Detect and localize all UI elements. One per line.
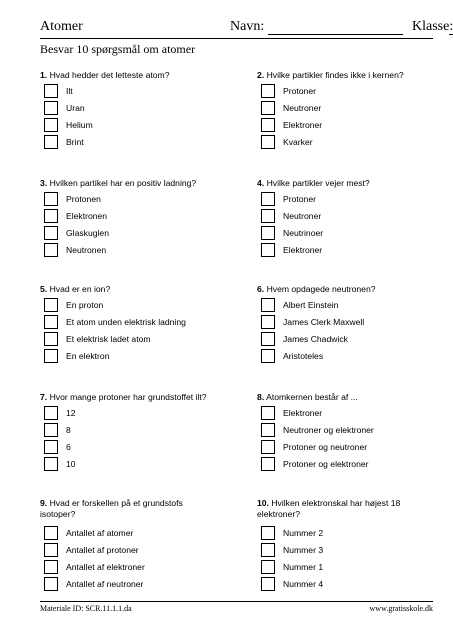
- answer-option[interactable]: Uran: [44, 101, 214, 115]
- question-text: 2. Hvilke partikler findes ikke i kernen?: [257, 70, 404, 80]
- answer-checkbox[interactable]: [44, 349, 58, 363]
- answer-option[interactable]: Glaskuglen: [44, 226, 214, 240]
- question-text: 5. Hvad er en ion?: [40, 284, 111, 294]
- answer-option[interactable]: Neutroner: [261, 101, 431, 115]
- worksheet-title: Atomer: [40, 19, 83, 34]
- question-5: [40, 284, 215, 361]
- answer-option[interactable]: Elektronen: [44, 209, 214, 223]
- answer-option[interactable]: James Clerk Maxwell: [261, 315, 431, 329]
- class-label: Klasse:: [412, 19, 453, 34]
- question-3: [40, 178, 215, 255]
- question-text: 10. Hvilken elektronskal har højest 18 elektroner?: [257, 498, 401, 519]
- answer-checkbox[interactable]: [261, 332, 275, 346]
- answer-checkbox[interactable]: [261, 315, 275, 329]
- answer-option[interactable]: Albert Einstein: [261, 298, 431, 312]
- answer-checkbox[interactable]: [44, 84, 58, 98]
- answer-option[interactable]: James Chadwick: [261, 332, 431, 346]
- question-2: [257, 70, 432, 147]
- header-divider: [40, 38, 433, 39]
- answer-option[interactable]: Neutroner og elektroner: [261, 423, 431, 437]
- answer-checkbox[interactable]: [261, 440, 275, 454]
- answer-checkbox[interactable]: [44, 192, 58, 206]
- answer-option[interactable]: Kvarker: [261, 135, 431, 149]
- answer-option[interactable]: En elektron: [44, 349, 214, 363]
- answer-checkbox[interactable]: [44, 298, 58, 312]
- answer-checkbox[interactable]: [261, 118, 275, 132]
- answer-option[interactable]: Nummer 3: [261, 543, 431, 557]
- answer-option[interactable]: Aristoteles: [261, 349, 431, 363]
- question-text: 7. Hvor mange protoner har grundstoffet ilt?: [40, 392, 207, 402]
- answer-checkbox[interactable]: [261, 226, 275, 240]
- answer-option[interactable]: Ilt: [44, 84, 214, 98]
- answer-option[interactable]: 6: [44, 440, 214, 454]
- answer-option[interactable]: 12: [44, 406, 214, 420]
- answer-checkbox[interactable]: [261, 349, 275, 363]
- answer-checkbox[interactable]: [44, 101, 58, 115]
- answer-option[interactable]: Nummer 2: [261, 526, 431, 540]
- answer-checkbox[interactable]: [261, 135, 275, 149]
- answer-option[interactable]: Nummer 1: [261, 560, 431, 574]
- question-1: [40, 70, 215, 147]
- answer-checkbox[interactable]: [261, 423, 275, 437]
- answer-option[interactable]: Protoner: [261, 84, 431, 98]
- answer-checkbox[interactable]: [261, 101, 275, 115]
- answer-option[interactable]: En proton: [44, 298, 214, 312]
- answer-option[interactable]: Et elektrisk ladet atom: [44, 332, 214, 346]
- answer-option[interactable]: Protonen: [44, 192, 214, 206]
- website-link[interactable]: www.gratisskole.dk: [369, 604, 433, 613]
- answer-option[interactable]: 8: [44, 423, 214, 437]
- answer-checkbox[interactable]: [44, 423, 58, 437]
- answer-checkbox[interactable]: [44, 543, 58, 557]
- answer-option[interactable]: Brint: [44, 135, 214, 149]
- answer-checkbox[interactable]: [44, 577, 58, 591]
- question-9: [40, 498, 208, 589]
- question-text: 1. Hvad hedder det letteste atom?: [40, 70, 170, 80]
- answer-checkbox[interactable]: [261, 243, 275, 257]
- answer-checkbox[interactable]: [44, 457, 58, 471]
- answer-option[interactable]: Et atom unden elektrisk ladning: [44, 315, 214, 329]
- answer-checkbox[interactable]: [261, 526, 275, 540]
- question-text: 3. Hvilken partikel har en positiv ladning?: [40, 178, 197, 188]
- answer-checkbox[interactable]: [44, 315, 58, 329]
- answer-option[interactable]: Antallet af elektroner: [44, 560, 214, 574]
- name-label: Navn:: [230, 19, 265, 34]
- name-field[interactable]: [268, 34, 403, 35]
- question-text: 8. Atomkernen består af ...: [257, 392, 358, 402]
- question-text: 9. Hvad er forskellen på et grundstofs isotoper?: [40, 498, 183, 519]
- answer-checkbox[interactable]: [44, 209, 58, 223]
- material-id: Materiale ID: SCR.11.1.1.da: [40, 604, 132, 613]
- question-6: [257, 284, 432, 361]
- answer-option[interactable]: Neutrinoer: [261, 226, 431, 240]
- answer-option[interactable]: Elektroner: [261, 118, 431, 132]
- answer-checkbox[interactable]: [44, 406, 58, 420]
- footer-divider: [40, 601, 433, 602]
- answer-checkbox[interactable]: [44, 135, 58, 149]
- answer-option[interactable]: Protoner: [261, 192, 431, 206]
- question-8: [257, 392, 432, 469]
- question-4: [257, 178, 432, 255]
- question-10: [257, 498, 425, 589]
- answer-option[interactable]: Antallet af neutroner: [44, 577, 214, 591]
- answer-option[interactable]: Nummer 4: [261, 577, 431, 591]
- answer-option[interactable]: Protoner og elektroner: [261, 457, 431, 471]
- answer-checkbox[interactable]: [261, 577, 275, 591]
- answer-checkbox[interactable]: [44, 226, 58, 240]
- answer-checkbox[interactable]: [261, 406, 275, 420]
- answer-checkbox[interactable]: [44, 560, 58, 574]
- answer-checkbox[interactable]: [261, 298, 275, 312]
- answer-checkbox[interactable]: [44, 440, 58, 454]
- answer-checkbox[interactable]: [261, 192, 275, 206]
- answer-checkbox[interactable]: [261, 560, 275, 574]
- answer-option[interactable]: Antallet af protoner: [44, 543, 214, 557]
- answer-option[interactable]: Elektroner: [261, 406, 431, 420]
- class-field[interactable]: [449, 34, 453, 35]
- answer-checkbox[interactable]: [261, 209, 275, 223]
- answer-checkbox[interactable]: [44, 526, 58, 540]
- answer-checkbox[interactable]: [261, 457, 275, 471]
- answer-option[interactable]: Neutronen: [44, 243, 214, 257]
- answer-option[interactable]: Antallet af atomer: [44, 526, 214, 540]
- question-7: [40, 392, 215, 469]
- answer-checkbox[interactable]: [44, 243, 58, 257]
- answer-option[interactable]: Helium: [44, 118, 214, 132]
- answer-option[interactable]: Protoner og neutroner: [261, 440, 431, 454]
- question-text: 4. Hvilke partikler vejer mest?: [257, 178, 370, 188]
- answer-option[interactable]: Elektroner: [261, 243, 431, 257]
- worksheet-header: [40, 19, 453, 39]
- answer-checkbox[interactable]: [261, 543, 275, 557]
- answer-checkbox[interactable]: [44, 332, 58, 346]
- answer-checkbox[interactable]: [261, 84, 275, 98]
- answer-option[interactable]: Neutroner: [261, 209, 431, 223]
- worksheet-instructions: Besvar 10 spørgsmål om atomer: [40, 42, 196, 56]
- answer-option[interactable]: 10: [44, 457, 214, 471]
- answer-checkbox[interactable]: [44, 118, 58, 132]
- question-text: 6. Hvem opdagede neutronen?: [257, 284, 376, 294]
